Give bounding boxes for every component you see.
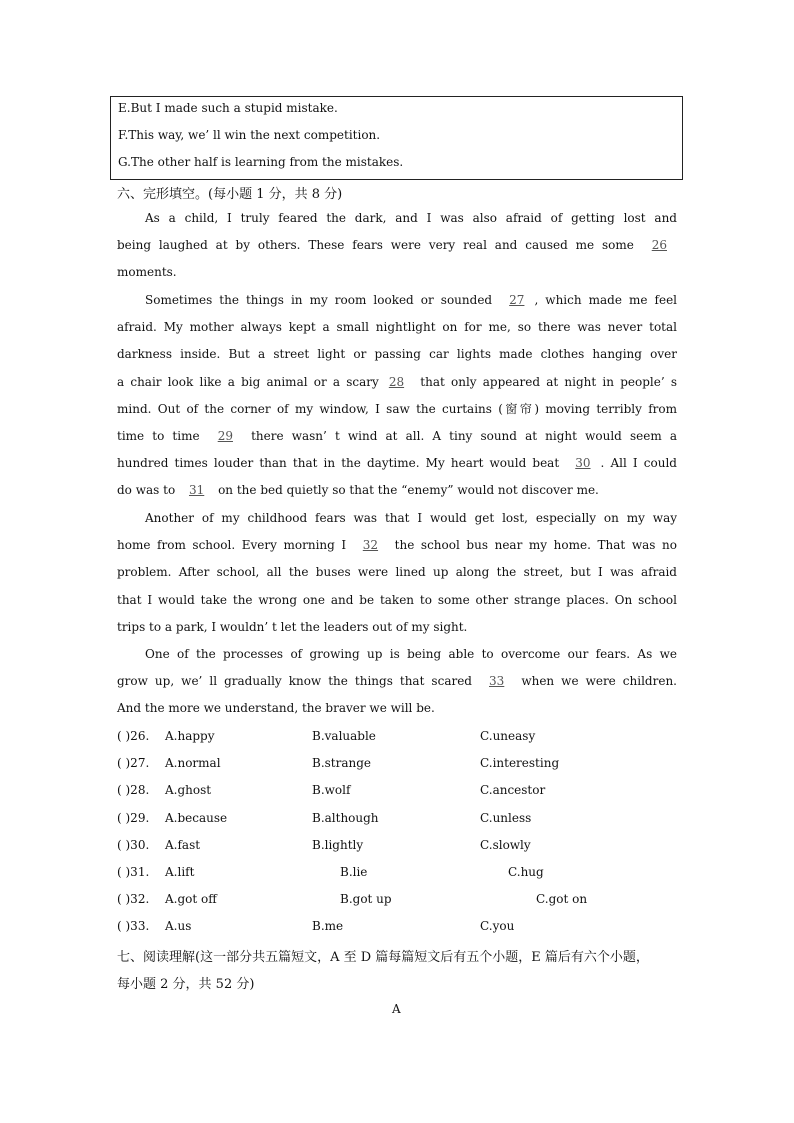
question-row <box>0 783 794 799</box>
passage-line <box>117 700 677 716</box>
passage-text: Sometimes the things in my room looked or sounded <box>145 293 500 307</box>
option-c: C.uneasy <box>480 729 536 743</box>
passage-text: the school bus near my home. That was no <box>388 538 677 553</box>
passage-line <box>117 346 677 362</box>
passage-text: a chair look like a big animal or a scary <box>117 374 379 389</box>
option-c: C.you <box>480 919 515 934</box>
passage-text: trips to a park, I wouldn’ t let the leaders out of my sight. <box>117 619 468 634</box>
passage-line <box>117 455 677 471</box>
passage-line <box>117 237 677 253</box>
blank-number: 26 <box>651 238 667 253</box>
blank-number: 28 <box>388 374 405 389</box>
option-a: A.normal <box>165 756 221 771</box>
passage-text: on the bed quietly so that the “enemy” would not discover me. <box>214 483 599 498</box>
passage-text: As a child, I truly feared the dark, and I was also afraid of getting lost and <box>145 211 677 225</box>
passage-text: problem. After school, all the buses were lined up along the street, but I was afraid <box>117 565 677 580</box>
blank-number: 32 <box>362 538 379 553</box>
option-a: A.ghost <box>165 783 212 798</box>
passage-line <box>145 646 677 662</box>
passage-text: And the more we understand, the braver we will be. <box>117 701 435 716</box>
option-c: C.ancestor <box>480 783 546 798</box>
passage-text: afraid. My mother always kept a small nightlight on for me, so there was never total <box>117 320 677 335</box>
option-c: C.got on <box>536 892 588 907</box>
option-b: B.strange <box>312 756 372 771</box>
passage-line <box>145 210 677 226</box>
passage-text: time to time <box>117 429 208 443</box>
blank-number: 30 <box>575 456 591 471</box>
option-e: E.But I made such a stupid mistake. <box>118 101 338 115</box>
options-box <box>110 96 683 180</box>
blank-number: 29 <box>217 429 233 443</box>
passage-line <box>117 374 677 390</box>
passage-text: hundred times louder than that in the daytime. My heart would beat <box>117 456 566 471</box>
passage-line <box>117 537 677 553</box>
passage-line <box>117 482 677 498</box>
passage-line <box>117 619 677 635</box>
passage-text: that only appeared at night in people’ s <box>414 374 677 389</box>
option-c: C.slowly <box>480 837 531 852</box>
option-b: B.lightly <box>312 837 364 852</box>
option-a: A.fast <box>165 837 201 852</box>
option-a: A.got off <box>165 892 217 907</box>
passage-text: mind. Out of the corner of my window, I saw the curtains (窗帘) moving terribly from <box>117 401 677 416</box>
question-number: ( )32. <box>117 892 150 907</box>
blank-number: 33 <box>489 674 505 689</box>
passage-text: when we were children. <box>514 674 677 689</box>
question-row <box>0 919 794 935</box>
option-b: B.valuable <box>312 729 376 743</box>
question-row <box>0 811 794 827</box>
option-b: B.wolf <box>312 783 351 798</box>
question-row <box>0 729 794 745</box>
option-c: C.unless <box>480 810 532 825</box>
passage-line <box>145 510 677 526</box>
option-a: A.us <box>165 919 192 934</box>
option-a: A.lift <box>165 865 195 879</box>
section-6-title: 六、完形填空。(每小题 1 分，共 8 分) <box>117 187 343 202</box>
passage-line <box>117 564 677 580</box>
passage-text: do was to <box>117 483 179 498</box>
blank-number: 27 <box>509 293 525 307</box>
passage-line <box>117 673 677 689</box>
option-a: A.happy <box>165 729 215 743</box>
passage-text: moments. <box>117 265 177 280</box>
passage-line <box>117 319 677 335</box>
section-7-title-cont: 每小题 2 分，共 52 分) <box>117 977 255 992</box>
option-g: G.The other half is learning from the mistakes. <box>118 155 404 169</box>
passage-text: One of the processes of growing up is being able to overcome our fears. As we <box>145 647 677 661</box>
question-row <box>0 756 794 772</box>
option-b: B.although <box>312 810 379 825</box>
passage-text: Another of my childhood fears was that I would get lost, especially on my way <box>145 511 677 525</box>
passage-line <box>117 428 677 444</box>
question-number: ( )33. <box>117 919 150 934</box>
passage-text: there wasn’ t wind at all. A tiny sound at night would seem a <box>242 429 677 443</box>
passage-text: home from school. Every morning I <box>117 538 353 553</box>
passage-text: grow up, we’ ll gradually know the things that scared <box>117 674 480 689</box>
question-number: ( )26. <box>117 729 150 743</box>
passage-text: being laughed at by others. These fears were very real and caused me some <box>117 238 642 253</box>
passage-line <box>117 592 677 608</box>
passage-text: that I would take the wrong one and be taken to some other strange places. On school <box>117 592 677 607</box>
option-f: F.This way, we’ ll win the next competition. <box>118 128 381 142</box>
question-number: ( )30. <box>117 837 150 852</box>
passage-line <box>117 401 677 417</box>
passage-text: . All I could <box>600 456 677 471</box>
section-7-title: 七、阅读理解(这一部分共五篇短文，A 至 D 篇每篇短文后有五个小题，E 篇后有六个小题， <box>117 950 649 965</box>
passage-label: A <box>392 1002 401 1016</box>
question-row <box>0 838 794 854</box>
question-number: ( )29. <box>117 810 150 825</box>
question-row <box>0 892 794 908</box>
option-b: B.got up <box>340 892 392 907</box>
question-row <box>0 865 794 881</box>
question-number: ( )28. <box>117 783 150 798</box>
question-number: ( )31. <box>117 865 150 879</box>
passage-text: darkness inside. But a street light or passing car lights made clothes hanging over <box>117 347 677 362</box>
passage-text: , which made me feel <box>534 293 678 307</box>
passage-line <box>117 264 677 280</box>
option-c: C.interesting <box>480 756 560 771</box>
question-number: ( )27. <box>117 756 150 771</box>
option-a: A.because <box>165 810 228 825</box>
option-c: C.hug <box>508 865 544 879</box>
option-b: B.lie <box>340 865 368 879</box>
blank-number: 31 <box>188 483 205 498</box>
option-b: B.me <box>312 919 344 934</box>
passage-line <box>145 292 677 308</box>
